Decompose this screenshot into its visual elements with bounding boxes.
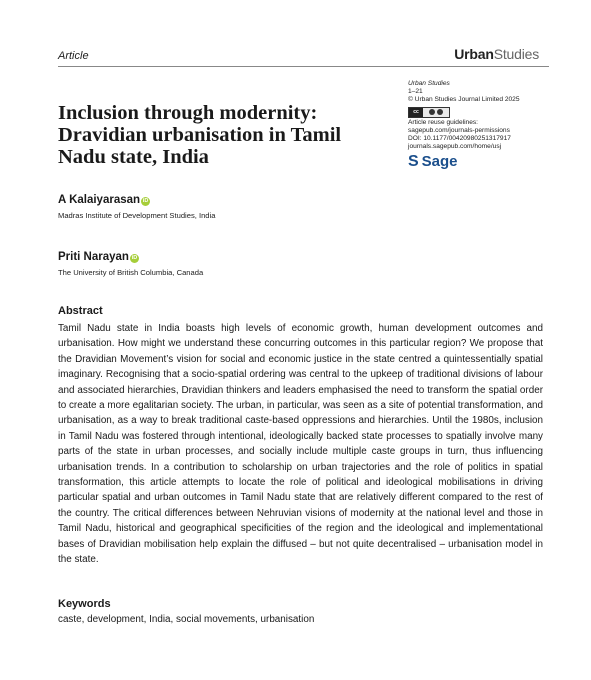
meta-journal: Urban Studies bbox=[408, 80, 450, 87]
sage-logo bbox=[408, 154, 583, 170]
author-1 bbox=[58, 194, 150, 206]
author-2-affiliation: The University of British Columbia, Canada bbox=[58, 268, 204, 277]
meta-pages: 1–21 bbox=[408, 88, 423, 96]
meta-doi[interactable]: DOI: 10.1177/00420980251317917 bbox=[408, 135, 511, 143]
orcid-icon[interactable]: iD bbox=[131, 255, 138, 261]
meta-journal-link[interactable]: journals.sagepub.com/home/usj bbox=[408, 143, 502, 151]
author-1-name[interactable]: A Kalaiyarasan bbox=[58, 194, 141, 206]
abstract-heading: Abstract bbox=[58, 305, 103, 317]
journal-logo bbox=[454, 46, 539, 62]
article-meta bbox=[408, 80, 583, 170]
sage-wordmark: Sage bbox=[421, 153, 458, 171]
keywords-text: caste, development, India, social movements, urbanisation bbox=[58, 614, 315, 625]
sage-s-icon: S bbox=[408, 153, 419, 171]
article-title: Inclusion through modernity: Dravidian urbanisation in Tamil Nadu state, India bbox=[58, 102, 342, 168]
keywords-heading: Keywords bbox=[58, 598, 111, 610]
author-2-name[interactable]: Priti Narayan bbox=[58, 251, 129, 263]
journal-logo-bold: Urban bbox=[454, 46, 494, 62]
meta-copyright: © Urban Studies Journal Limited 2025 bbox=[408, 96, 520, 104]
cc-by-license-icon[interactable] bbox=[408, 107, 450, 118]
cc-icon: cc bbox=[409, 108, 423, 117]
orcid-icon[interactable]: iD bbox=[142, 198, 149, 204]
author-2 bbox=[58, 251, 139, 263]
author-1-affiliation: Madras Institute of Development Studies, India bbox=[58, 211, 216, 220]
meta-reuse-label: Article reuse guidelines: bbox=[408, 118, 479, 126]
article-type-label: Article bbox=[58, 50, 89, 62]
journal-logo-light: Studies bbox=[493, 46, 539, 62]
abstract-text: Tamil Nadu state in India boasts high levels of economic growth, human development outcomes and urbanisation. How might we understand these concurring outcomes in this particular region? We propose that the Dravidian Movement’s vision for social and economic justice in the state centred a quintessentially spatial imaginary. Recognising that a socio-spatial ordering was central to the upkeep of traditional divisions of labour and associated hierarchies, Dravidian thinkers and leaders emphasised the need to transform the spatial order to create a more egalitarian society. The urban, in particular, was seen as a site of potential transformation, and urbanisation, as a way to break traditional caste-based oppressions and hierarchies. Until the 1980s, inclusion in Tamil Nadu was fostered through intentional, ideologically backed state processes to spatially involve many parts of the state in urban processes, and socially include multiple caste groups in turn, thus influencing urbanisation trends. In a contribution to scholarship on urban trajectories and the role of politics in spatial transformation, this article attempts to locate the role of political and ideological mobilisations in driving particular spatial and urban outcomes in Tamil Nadu state that are relatively different compared to the rest of the country. The critical differences between Nehruvian visions of modernity at the national level and those in Tamil Nadu, historical and geographical specificities of the region and the ideological and implementational bases of Dravidian mobilisation help explain the diffused – but not quite decentralised – urbanisation model in the state. bbox=[58, 323, 543, 566]
header-rule bbox=[58, 66, 549, 67]
person-icon bbox=[423, 109, 449, 115]
meta-reuse-link[interactable]: sagepub.com/journals-permissions bbox=[408, 126, 510, 134]
